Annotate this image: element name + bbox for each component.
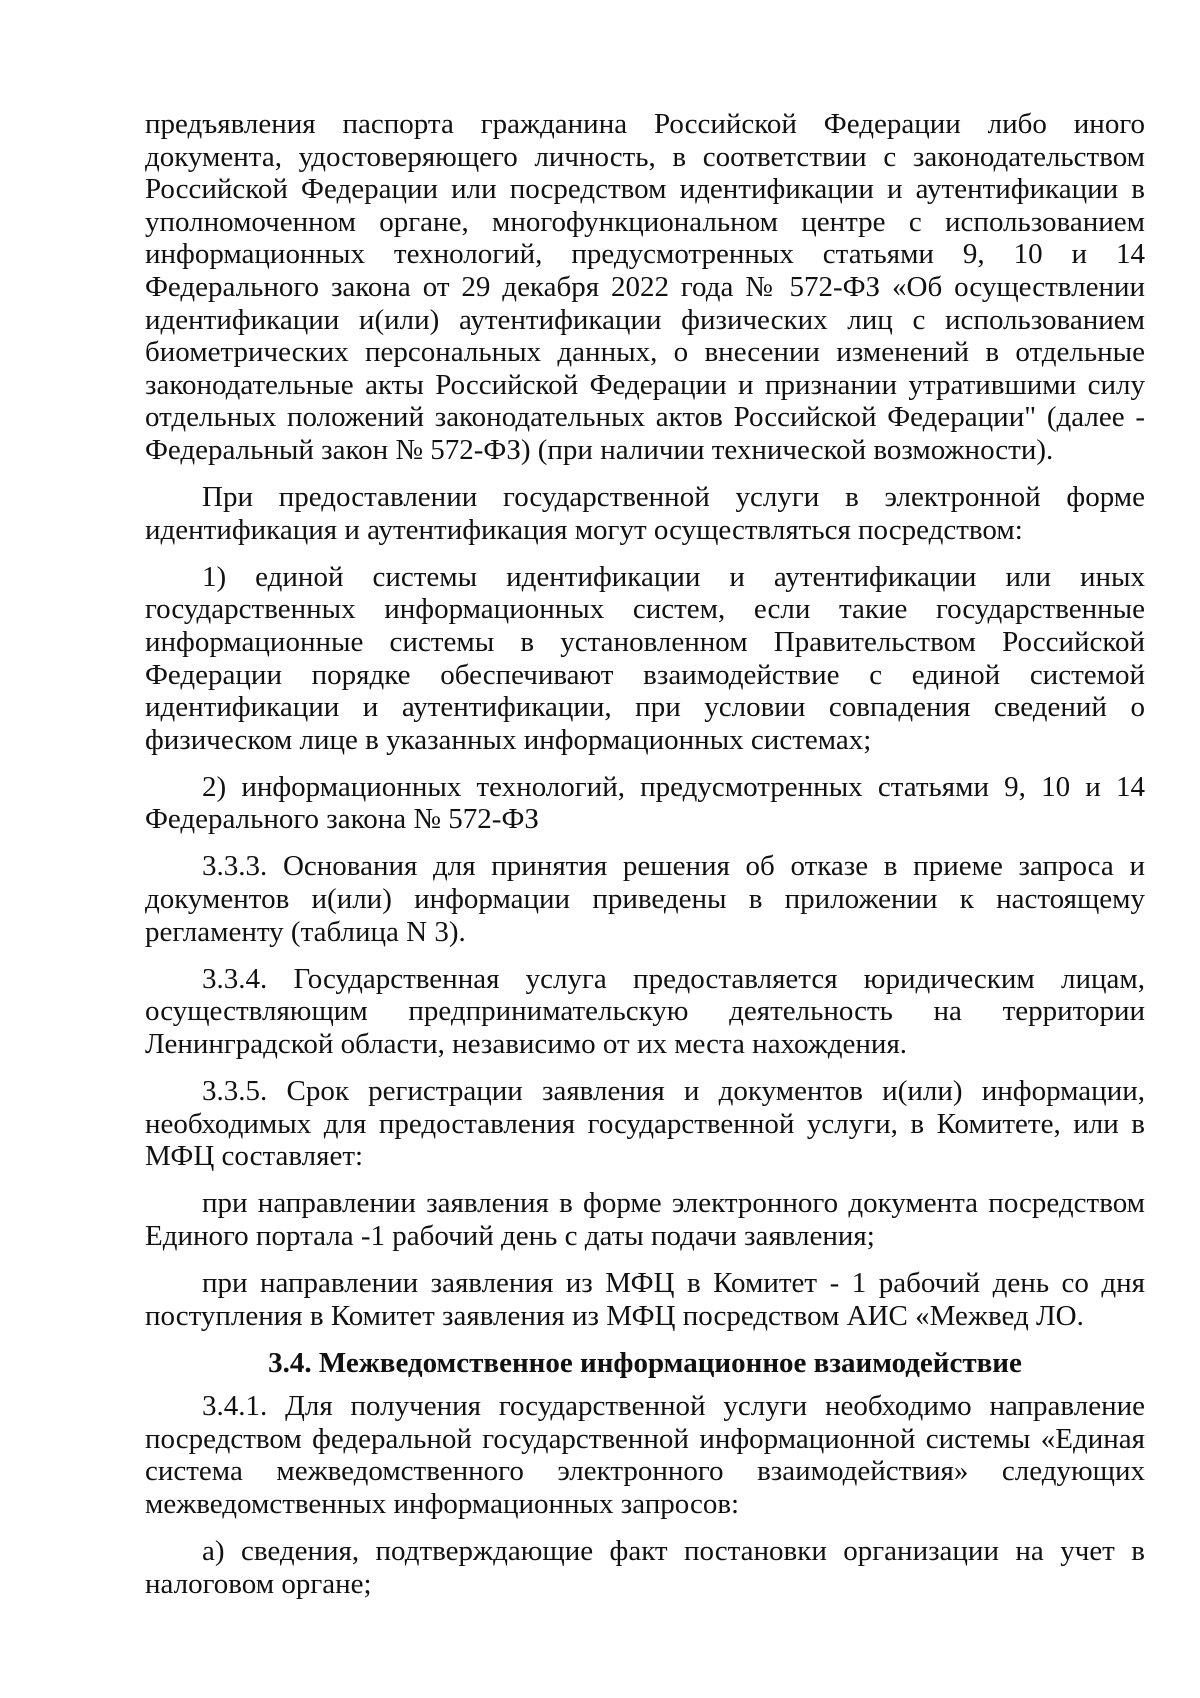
paragraph-3-4-1: 3.4.1. Для получения государственной услуги необходимо направление посредством федеральной государственной информационной системы «Единая система межведомственного электронного взаимодействия» следующих межведомственных информационных запросов:: [145, 1390, 1145, 1521]
paragraph-passport-identification: предъявления паспорта гражданина Российской Федерации либо иного документа, удостоверяющего личность, в соответствии с законодательством Российской Федерации или посредством идентификации и аутентификации в уполномоченном органе, многофункциональном центре с использованием информационных технологий, предусмотренных статьями 9, 10 и 14 Федерального закона от 29 декабря 2022 года № 572-ФЗ «Об осуществлении идентификации и(или) аутентификации физических лиц с использованием биометрических персональных данных, о внесении изменений в отдельные законодательные акты Российской Федерации и признании утратившими силу отдельных положений законодательных актов Российской Федерации" (далее - Федеральный закон № 572-ФЗ) (при наличии технической возможности).: [145, 108, 1145, 466]
paragraph-item-a-tax-registration: а) сведения, подтверждающие факт постановки организации на учет в налоговом органе;: [145, 1535, 1145, 1600]
paragraph-3-3-4: 3.3.4. Государственная услуга предоставляется юридическим лицам, осуществляющим предпринимательскую деятельность на территории Ленинградской области, независимо от их места нахождения.: [145, 962, 1145, 1060]
paragraph-mfc-registration-term: при направлении заявления из МФЦ в Комитет - 1 рабочий день со дня поступления в Комитет заявления из МФЦ посредством АИС «Межвед ЛО.: [145, 1267, 1145, 1332]
section-heading-3-4: 3.4. Межведомственное информационное взаимодействие: [268, 1346, 1022, 1379]
paragraph-item-1-esia: 1) единой системы идентификации и аутентификации или иных государственных информационных систем, если такие государственные информационные системы в установленном Правительством Российской Федерации порядке обеспечивают взаимодействие с единой системой идентификации и аутентификации, при условии совпадения сведений о физическом лице в указанных информационных системах;: [145, 560, 1145, 756]
paragraph-3-3-5: 3.3.5. Срок регистрации заявления и документов и(или) информации, необходимых для предоставления государственной услуги, в Комитете, или в МФЦ составляет:: [145, 1075, 1145, 1173]
paragraph-epgu-registration-term: при направлении заявления в форме электронного документа посредством Единого портала -1 рабочий день с даты подачи заявления;: [145, 1187, 1145, 1252]
document-page: [145, 108, 1145, 1615]
paragraph-electronic-identification: При предоставлении государственной услуги в электронной форме идентификация и аутентификация могут осуществляться посредством:: [145, 481, 1145, 546]
paragraph-3-3-3: 3.3.3. Основания для принятия решения об отказе в приеме запроса и документов и(или) информации приведены в приложении к настоящему регламенту (таблица N 3).: [145, 850, 1145, 948]
paragraph-item-2-technologies: 2) информационных технологий, предусмотренных статьями 9, 10 и 14 Федерального закона № 572-ФЗ: [145, 770, 1145, 836]
